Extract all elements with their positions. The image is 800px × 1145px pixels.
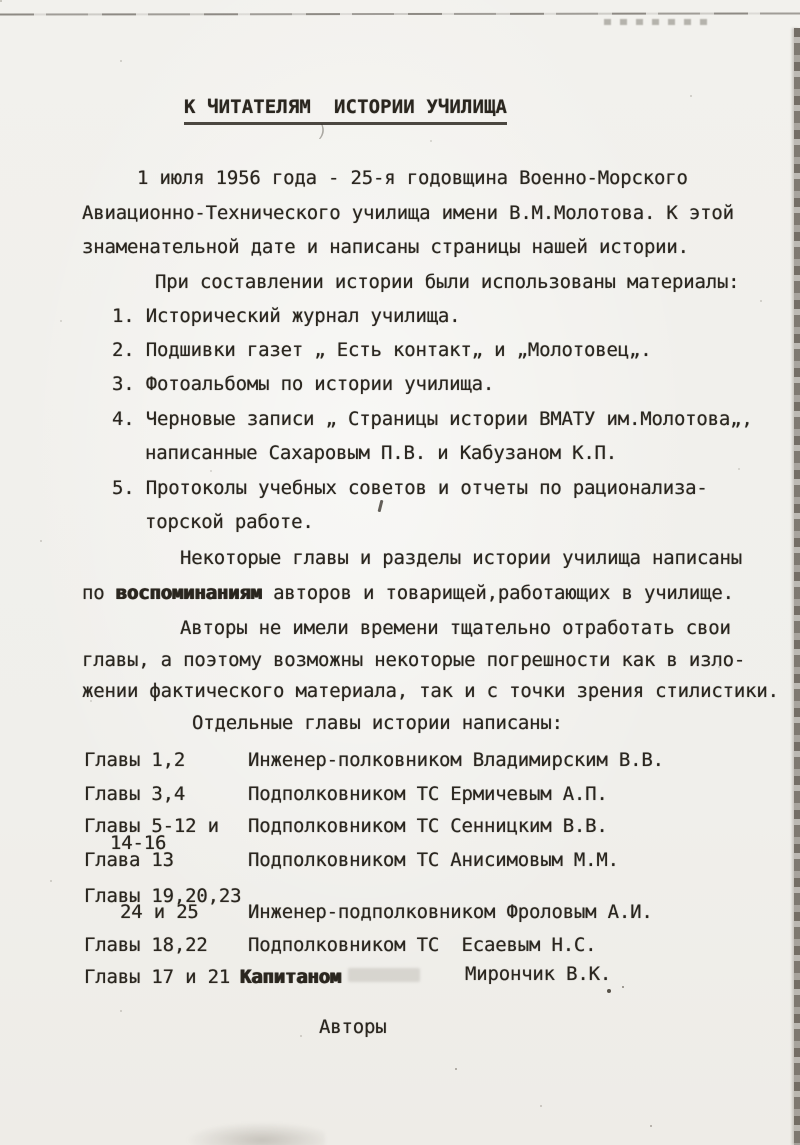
chapter-row-7-author: Мирончик В.К. <box>465 963 612 985</box>
chapter-row-5-author: Инженер-подполковником Фроловым А.И. <box>248 901 653 923</box>
scan-right-edge-band <box>794 28 800 1145</box>
document-title: К ЧИТАТЕЛЯМ ИСТОРИИ УЧИЛИЩА <box>184 96 507 125</box>
para3-line2-post: авторов и товарищей,работающих в училище. <box>261 582 734 604</box>
chapter-row-1-chapters: Главы 1,2 <box>84 749 186 771</box>
ink-artifact-tick <box>378 500 384 512</box>
signature: Авторы <box>319 1016 387 1038</box>
chapter-row-4-chapters: Глава 13 <box>84 849 174 871</box>
chapter-row-6-chapters: Главы 18,22 <box>84 934 208 956</box>
chapter-row-2-chapters: Главы 3,4 <box>84 783 186 805</box>
list-item-2: 2. Подшивки газет „ Есть контакт„ и „Молотовец„. <box>112 339 652 361</box>
list-item-1: 1. Исторический журнал училища. <box>112 305 461 327</box>
paper-specks <box>0 0 2 2</box>
chapter-row-3-chapters: Главы 5-12 и <box>84 815 219 837</box>
chapter-row-5-chapters: Главы 19,20,23 <box>84 885 242 907</box>
chapter-row-5-chapters-cont: 24 и 25 <box>120 901 199 923</box>
chapter-row-6-author: Подполковником ТС Есаевым Н.С. <box>248 934 597 956</box>
erased-text-ghost <box>348 968 420 982</box>
list-item-5-line2: торской работе. <box>145 511 314 533</box>
list-item-4-line2: написанные Сахаровым П.В. и Кабузаном К.П. <box>145 442 618 464</box>
list-item-5-line1: 5. Протоколы учебных советов и отчеты по рационализа- <box>112 477 708 499</box>
para4-line2: главы, а поэтому возможны некоторые погрешности как в изло- <box>82 649 746 671</box>
overtyped-word: воспоминаниям <box>115 582 262 604</box>
materials-intro: При составлении истории были использованы материалы: <box>155 271 740 293</box>
chapter-row-7-chapters: Главы 17 и 21 <box>84 966 231 988</box>
para1-line1: 1 июля 1956 года - 25-я годовщина Военно-Морского <box>137 167 688 189</box>
list-item-3: 3. Фотоальбомы по истории училища. <box>112 373 495 395</box>
para4-line1: Авторы не имели времени тщательно отработать свои <box>180 617 731 639</box>
list-item-4-line1: 4. Черновые записи „ Страницы истории ВМАТУ им.Молотова„, <box>112 408 753 430</box>
chapter-row-3-author: Подполковником ТС Сенницким В.В. <box>248 815 608 837</box>
chapter-row-1-author: Инженер-полковником Владимирским В.В. <box>248 749 664 771</box>
chapters-heading: Отдельные главы истории написаны: <box>192 712 563 734</box>
scan-top-right-marks <box>604 19 712 25</box>
ink-artifact-paren: ) <box>315 121 329 143</box>
para1-line3: знаменательной дате и написаны страницы нашей истории. <box>82 236 689 258</box>
chapter-row-4-author: Подполковником ТС Анисимовым М.М. <box>248 849 619 871</box>
para1-line2: Авиационно-Технического училища имени В.М.Молотова. К этой <box>82 202 734 224</box>
chapter-row-2-author: Подполковником ТС Ермичевым А.П. <box>248 783 608 805</box>
para3-line1: Некоторые главы и разделы истории училища написаны <box>180 547 742 569</box>
chapter-row-3-chapters-cont: 14-16 <box>110 832 167 854</box>
scan-bottom-smudge <box>185 1122 325 1145</box>
para3-line2 <box>82 582 734 604</box>
para3-line2-pre: по <box>82 582 116 604</box>
scan-top-edge-line <box>0 12 800 15</box>
para4-line3: жении фактического материала, так и с точки зрения стилистики. <box>82 680 779 702</box>
chapter-row-7-rank: Капитаном <box>240 966 342 988</box>
